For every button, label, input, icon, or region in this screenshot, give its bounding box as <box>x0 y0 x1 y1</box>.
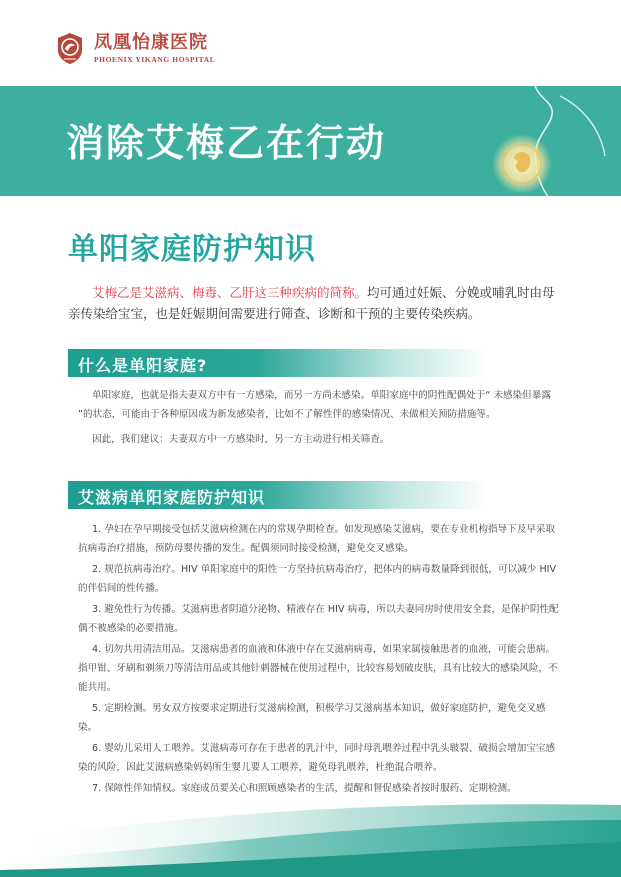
hospital-name-en: PHOENIX YIKANG HOSPITAL <box>94 54 216 64</box>
list-item: 6. 婴幼儿采用人工喂养。艾滋病毒可存在于患者的乳汁中，同时母乳喂养过程中乳头皲裂、破损会增加宝宝感染的风险，因此艾滋病感染妈妈所生婴儿要人工喂养，避免母乳喂养，杜绝混合喂养。 <box>78 743 556 773</box>
list-item: 7. 保障性伴知情权。家庭成员要关心和照顾感染者的生活，提醒和督促感染者按时服药、定期检测。 <box>92 783 517 794</box>
list-item: 2. 规范抗病毒治疗。HIV 单阳家庭中的阳性一方坚持抗病毒治疗，把体内的病毒数量降到很低，可以减少 HIV 的伴侣间的性传播。 <box>78 564 557 594</box>
section1-paragraph: 单阳家庭，也就是指夫妻双方中有一方感染，而另一方尚未感染。单阳家庭中的阴性配偶处于“ 未感染但暴露 ”的状态，可能由于各种原因成为新发感染者，比如不了解性伴的感染情况、未做相关预防措施等。 <box>78 390 551 420</box>
banner-title: 消除艾梅乙在行动 <box>66 121 387 165</box>
section1-paragraph: 因此，我们建议：夫妻双方中一方感染时，另一方主动进行相关筛查。 <box>92 434 390 445</box>
list-item: 3. 避免性行为传播。艾滋病患者阴道分泌物、精液存在 HIV 病毒，所以夫妻同房时使用安全套，是保护阴性配偶不被感染的必要措施。 <box>78 604 559 634</box>
bottom-wave <box>0 780 621 877</box>
section-heading-bar <box>68 481 488 509</box>
list-item: 4. 切勿共用清洁用品。艾滋病患者的血液和体液中存在艾滋病病毒，如果家属接触患者的血液，可能会患病。指甲钳、牙刷和剃须刀等清洁用品或其他针刺器械在使用过程中，比较容易划破皮肤，具有比较大的感染风险，不能共用。 <box>78 644 558 693</box>
protection-list <box>78 520 560 800</box>
pregnant-woman-icon <box>460 46 621 216</box>
hospital-logo <box>52 30 215 66</box>
intro-highlight: 艾梅乙是艾滋病、梅毒、乙肝这三种疾病的简称。 <box>92 285 368 300</box>
intro-paragraph <box>68 282 558 324</box>
main-title: 单阳家庭防护知识 <box>68 232 316 267</box>
section-heading: 艾滋病单阳家庭防护知识 <box>78 488 266 507</box>
phoenix-logo-icon <box>52 30 88 66</box>
list-item: 1. 孕妇在孕早期接受包括艾滋病检测在内的常规孕期检查。如发现感染艾滋病，要在专业机构指导下及早采取抗病毒治疗措施，预防母婴传播的发生。配偶须同时接受检测，避免交叉感染。 <box>78 524 556 554</box>
section-heading-bar <box>68 349 488 377</box>
intro-rest: 均可通过妊娠、分娩或哺乳时由母亲传染给宝宝，也是妊娠期间需要进行筛查、诊断和干预的主要传染疾病。 <box>68 285 555 321</box>
hospital-name-cn: 凤凰怡康医院 <box>94 31 208 53</box>
list-item: 5. 定期检测。男女双方按要求定期进行艾滋病检测，积极学习艾滋病基本知识，做好家庭防护，避免交叉感染。 <box>78 703 546 733</box>
section-heading: 什么是单阳家庭? <box>78 356 208 375</box>
